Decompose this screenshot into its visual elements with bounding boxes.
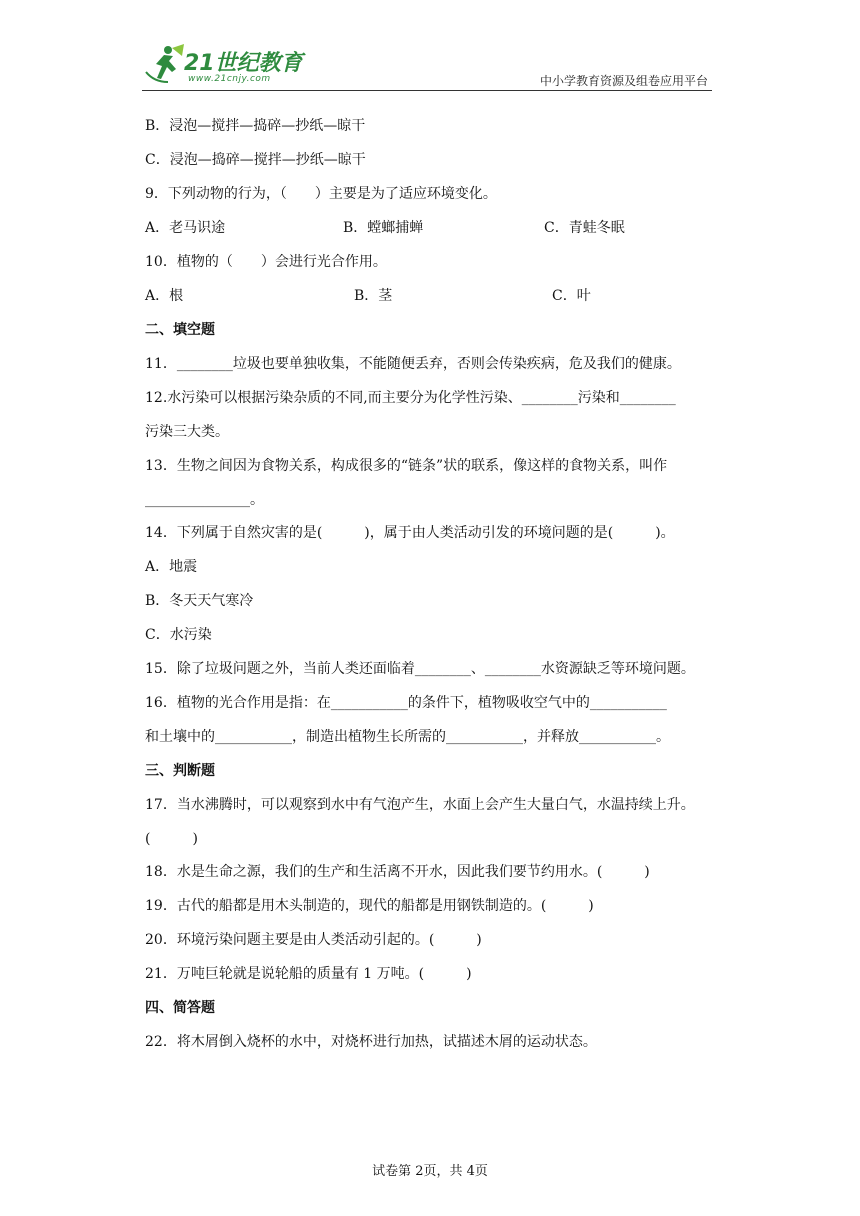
question-19: 19．古代的船都是用木头制造的，现代的船都是用钢铁制造的。( ) [145, 898, 594, 914]
question-13-line1: 13．生物之间因为食物关系，构成很多的“链条”状的联系，像这样的食物关系，叫作 [145, 458, 668, 474]
question-22: 22．将木屑倒入烧杯的水中，对烧杯进行加热，试描述木屑的运动状态。 [145, 1034, 597, 1050]
page-footer: 试卷第 2页，共 4页 [372, 1164, 488, 1179]
logo [142, 42, 312, 86]
platform-name: 中小学教育资源及组卷应用平台 [539, 74, 708, 88]
question-12-line2: 污染三大类。 [145, 424, 229, 440]
question-9: 9．下列动物的行为，（ ）主要是为了适应环境变化。 [145, 186, 497, 202]
question-12-line1: 12.水污染可以根据污染杂质的不同,而主要分为化学性污染、________污染和________ [145, 390, 676, 406]
option-9c: C．青蛙冬眠 [544, 220, 625, 236]
question-17-line2: ( ) [145, 831, 198, 847]
question-21: 21．万吨巨轮就是说轮船的质量有 1 万吨。( ) [145, 966, 472, 982]
question-13-line2: _______________。 [145, 492, 264, 508]
runner-logo-icon [142, 42, 186, 86]
section-short-answer: 四、简答题 [145, 1000, 215, 1016]
option-8b: B．浸泡—搅拌—捣碎—抄纸—晾干 [145, 118, 366, 134]
option-10b: B．茎 [354, 288, 393, 304]
question-14: 14．下列属于自然灾害的是( )，属于由人类活动引发的环境问题的是( )。 [145, 525, 675, 541]
option-9a: A．老马识途 [145, 220, 226, 236]
option-10c: C．叶 [552, 288, 591, 304]
section-true-false: 三、判断题 [145, 763, 215, 779]
question-17-line1: 17．当水沸腾时，可以观察到水中有气泡产生，水面上会产生大量白气，水温持续上升。 [145, 797, 695, 813]
page-header [142, 42, 712, 91]
option-10a: A．根 [145, 288, 184, 304]
question-15: 15．除了垃圾问题之外，当前人类还面临着________、________水资源缺乏等环境问题。 [145, 661, 695, 677]
option-14b: B．冬天天气寒冷 [145, 593, 254, 609]
option-8c: C．浸泡—捣碎—搅拌—抄纸—晾干 [145, 152, 366, 168]
question-18: 18．水是生命之源，我们的生产和生活离不开水，因此我们要节约用水。( ) [145, 864, 650, 880]
option-14c: C．水污染 [145, 627, 212, 643]
question-16-line2: 和土壤中的___________，制造出植物生长所需的___________，并释放___________。 [145, 729, 670, 745]
logo-text: 21世纪教育 [184, 51, 303, 76]
section-fill-in: 二、填空题 [145, 322, 215, 338]
logo-url: www.21cnjy.com [188, 74, 271, 84]
option-9b: B．螳螂捕蝉 [343, 220, 424, 236]
question-10: 10．植物的（ ）会进行光合作用。 [145, 254, 387, 270]
option-14a: A．地震 [145, 559, 198, 575]
question-11: 11．________垃圾也要单独收集，不能随便丢弃，否则会传染疾病，危及我们的健康。 [145, 356, 681, 372]
question-16-line1: 16．植物的光合作用是指：在___________的条件下，植物吸收空气中的___________ [145, 695, 667, 711]
question-20: 20．环境污染问题主要是由人类活动引起的。( ) [145, 932, 482, 948]
